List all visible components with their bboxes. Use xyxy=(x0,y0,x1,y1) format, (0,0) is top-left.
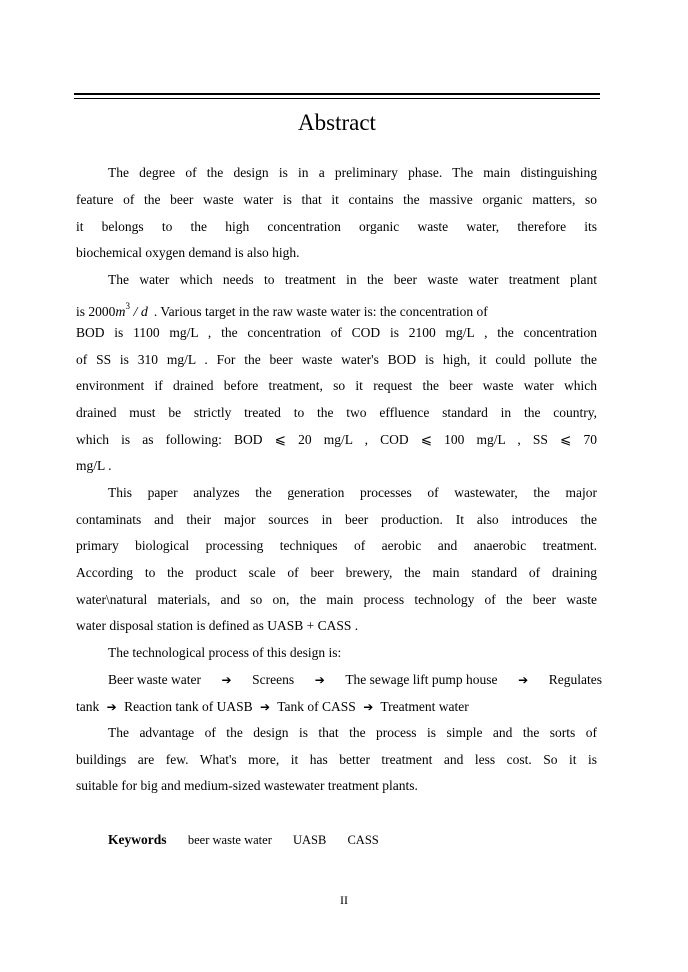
page-number: II xyxy=(340,893,348,907)
paragraph-line: The water which needs to treatment in the beer waste water treatment plant xyxy=(108,272,597,287)
process-flow-line-1 xyxy=(108,671,602,689)
process-step: Beer waste water xyxy=(108,672,201,687)
paragraph-line: biochemical oxygen demand is also high. xyxy=(76,245,300,260)
paragraph-line: contaminats and their major sources in beer production. It also introduces the xyxy=(76,512,597,527)
paragraph-line: suitable for big and medium-sized wastewater treatment plants. xyxy=(76,778,418,793)
process-step: Regulates xyxy=(548,672,602,687)
paragraph-line: primary biological processing techniques of aerobic and anaerobic treatment. xyxy=(76,538,597,553)
paragraph-line: water disposal station is defined as UASB + CASS . xyxy=(76,618,359,633)
paragraph-line-flow-rate xyxy=(76,297,597,322)
flow-value: is 2000 xyxy=(76,304,116,319)
keyword: beer waste water xyxy=(187,833,272,847)
paragraph-line: The technological process of this design is: xyxy=(108,645,342,660)
header-rule-thin xyxy=(74,98,600,99)
paragraph-line: mg/L . xyxy=(76,458,112,473)
arrow-right-icon: ➔ xyxy=(314,673,325,687)
unit-exponent: 3 xyxy=(125,301,131,311)
paragraph-line: BOD is 1100 mg/L , the concentration of COD is 2100 mg/L , the concentration xyxy=(76,325,597,340)
keywords-list xyxy=(170,833,379,847)
arrow-right-icon: ➔ xyxy=(106,700,117,714)
process-step: The sewage lift pump house xyxy=(345,672,498,687)
flow-text: . Various target in the raw waste water is: the concentration of xyxy=(153,304,488,319)
keyword: CASS xyxy=(347,833,379,847)
process-step: Reaction tank of UASB xyxy=(124,699,253,714)
process-step: tank xyxy=(76,699,100,714)
paragraph-line: drained must be strictly treated to the two effluence standard in the country, xyxy=(76,405,597,420)
paragraph-line: The degree of the design is in a preliminary phase. The main distinguishing xyxy=(108,165,597,180)
arrow-right-icon: ➔ xyxy=(363,700,374,714)
keywords-line xyxy=(108,831,597,849)
arrow-right-icon: ➔ xyxy=(260,700,271,714)
paragraph-line-standards: which is as following: BOD ⩽ 20 mg/L , COD ⩽ 100 mg/L , SS ⩽ 70 xyxy=(76,432,597,447)
process-step: Treatment water xyxy=(380,699,469,714)
paragraph-line: According to the product scale of beer brewery, the main standard of draining xyxy=(76,565,597,580)
arrow-right-icon: ➔ xyxy=(518,673,529,687)
unit-m: m xyxy=(115,305,126,320)
keyword: UASB xyxy=(292,833,327,847)
page-title: Abstract xyxy=(298,110,376,135)
process-step: Screens xyxy=(252,672,295,687)
unit-formula xyxy=(115,301,148,320)
paragraph-line: water\natural materials, and so on, the main process technology of the beer waste xyxy=(76,592,597,607)
process-flow-line-2 xyxy=(76,698,566,716)
unit-per-day: / d xyxy=(130,305,148,320)
keywords-label: Keywords xyxy=(108,832,167,847)
paragraph-line: of SS is 310 mg/L . For the beer waste water's BOD is high, it could pollute the xyxy=(76,352,597,367)
paragraph-line: it belongs to the high concentration organic waste water, therefore its xyxy=(76,219,597,234)
process-step: Tank of CASS xyxy=(277,699,356,714)
paragraph-line: The advantage of the design is that the process is simple and the sorts of xyxy=(108,725,597,740)
paragraph-line: This paper analyzes the generation processes of wastewater, the major xyxy=(108,485,597,500)
paragraph-line: environment if drained before treatment, so it request the beer waste water which xyxy=(76,378,597,393)
arrow-right-icon: ➔ xyxy=(221,673,232,687)
paragraph-line: buildings are few. What's more, it has better treatment and less cost. So it is xyxy=(76,752,597,767)
paragraph-line: feature of the beer waste water is that it contains the massive organic matters, so xyxy=(76,192,597,207)
header-rule-thick xyxy=(74,93,600,95)
